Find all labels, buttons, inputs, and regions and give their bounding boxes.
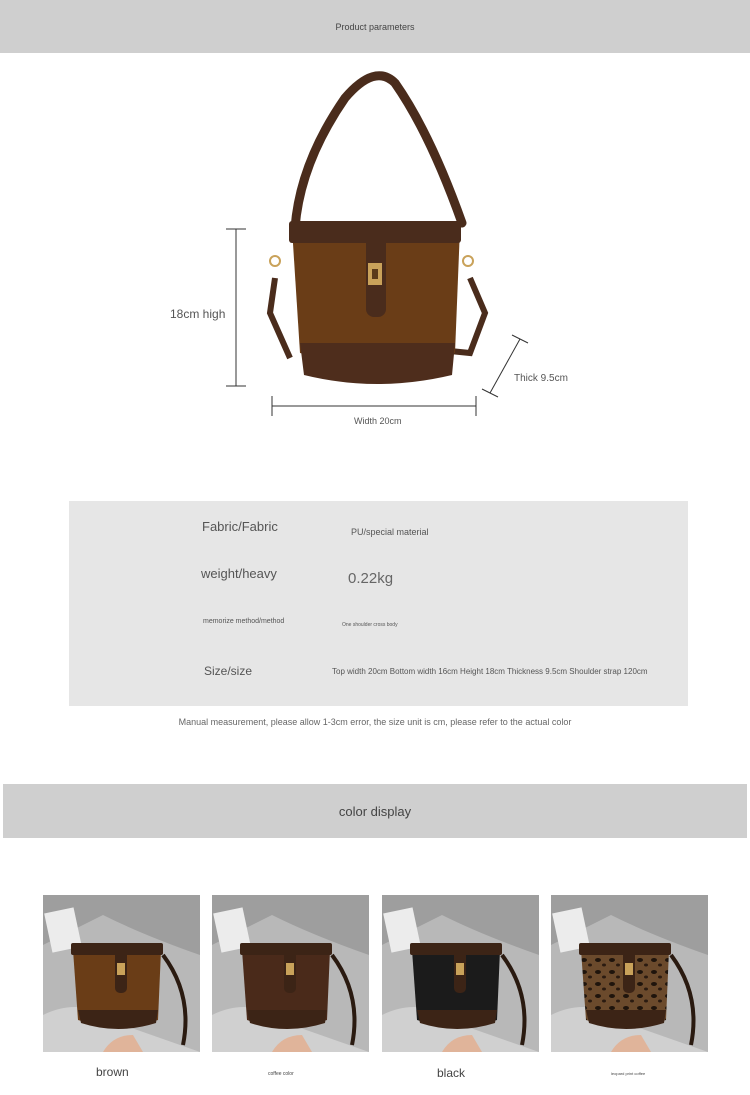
color-label-leopard: leopard print coffee xyxy=(611,1071,646,1076)
parameters-table xyxy=(69,501,688,706)
thickness-label: Thick 9.5cm xyxy=(514,373,568,384)
swatch-coffee[interactable] xyxy=(212,895,369,1052)
bag-photo xyxy=(551,895,708,1052)
swatch-black[interactable] xyxy=(382,895,539,1052)
param-key-method: memorize method/method xyxy=(203,618,285,625)
swatch-brown[interactable] xyxy=(43,895,200,1052)
param-key-size: Size/size xyxy=(204,664,253,678)
bag-photo xyxy=(43,895,200,1052)
param-value-size: Top width 20cm Bottom width 16cm Height 18cm Thickness 9.5cm Shoulder strap 120cm xyxy=(332,667,648,676)
bag-photo xyxy=(212,895,369,1052)
color-label-brown: brown xyxy=(96,1065,129,1079)
measurement-note: Manual measurement, please allow 1-3cm error, the size unit is cm, please refer to the actual color xyxy=(178,717,572,727)
param-value-fabric: PU/special material xyxy=(351,527,429,537)
param-value-method: One shoulder cross body xyxy=(342,622,398,628)
width-label: Width 20cm xyxy=(354,416,402,426)
size-diagram xyxy=(0,53,750,473)
color-label-black: black xyxy=(437,1066,466,1080)
bag-photo xyxy=(382,895,539,1052)
swatch-leopard[interactable] xyxy=(551,895,708,1052)
param-key-weight: weight/heavy xyxy=(201,566,277,581)
bag-product-image xyxy=(0,53,750,473)
color-label-coffee: coffee color xyxy=(268,1071,294,1077)
color-display-title: color display xyxy=(338,803,412,819)
product-parameters-title: Product parameters xyxy=(335,21,415,32)
color-display-banner xyxy=(3,784,747,838)
height-label: 18cm high xyxy=(170,307,226,321)
param-value-weight: 0.22kg xyxy=(348,570,394,587)
product-parameters-banner xyxy=(0,0,750,53)
param-key-fabric: Fabric/Fabric xyxy=(202,519,278,534)
